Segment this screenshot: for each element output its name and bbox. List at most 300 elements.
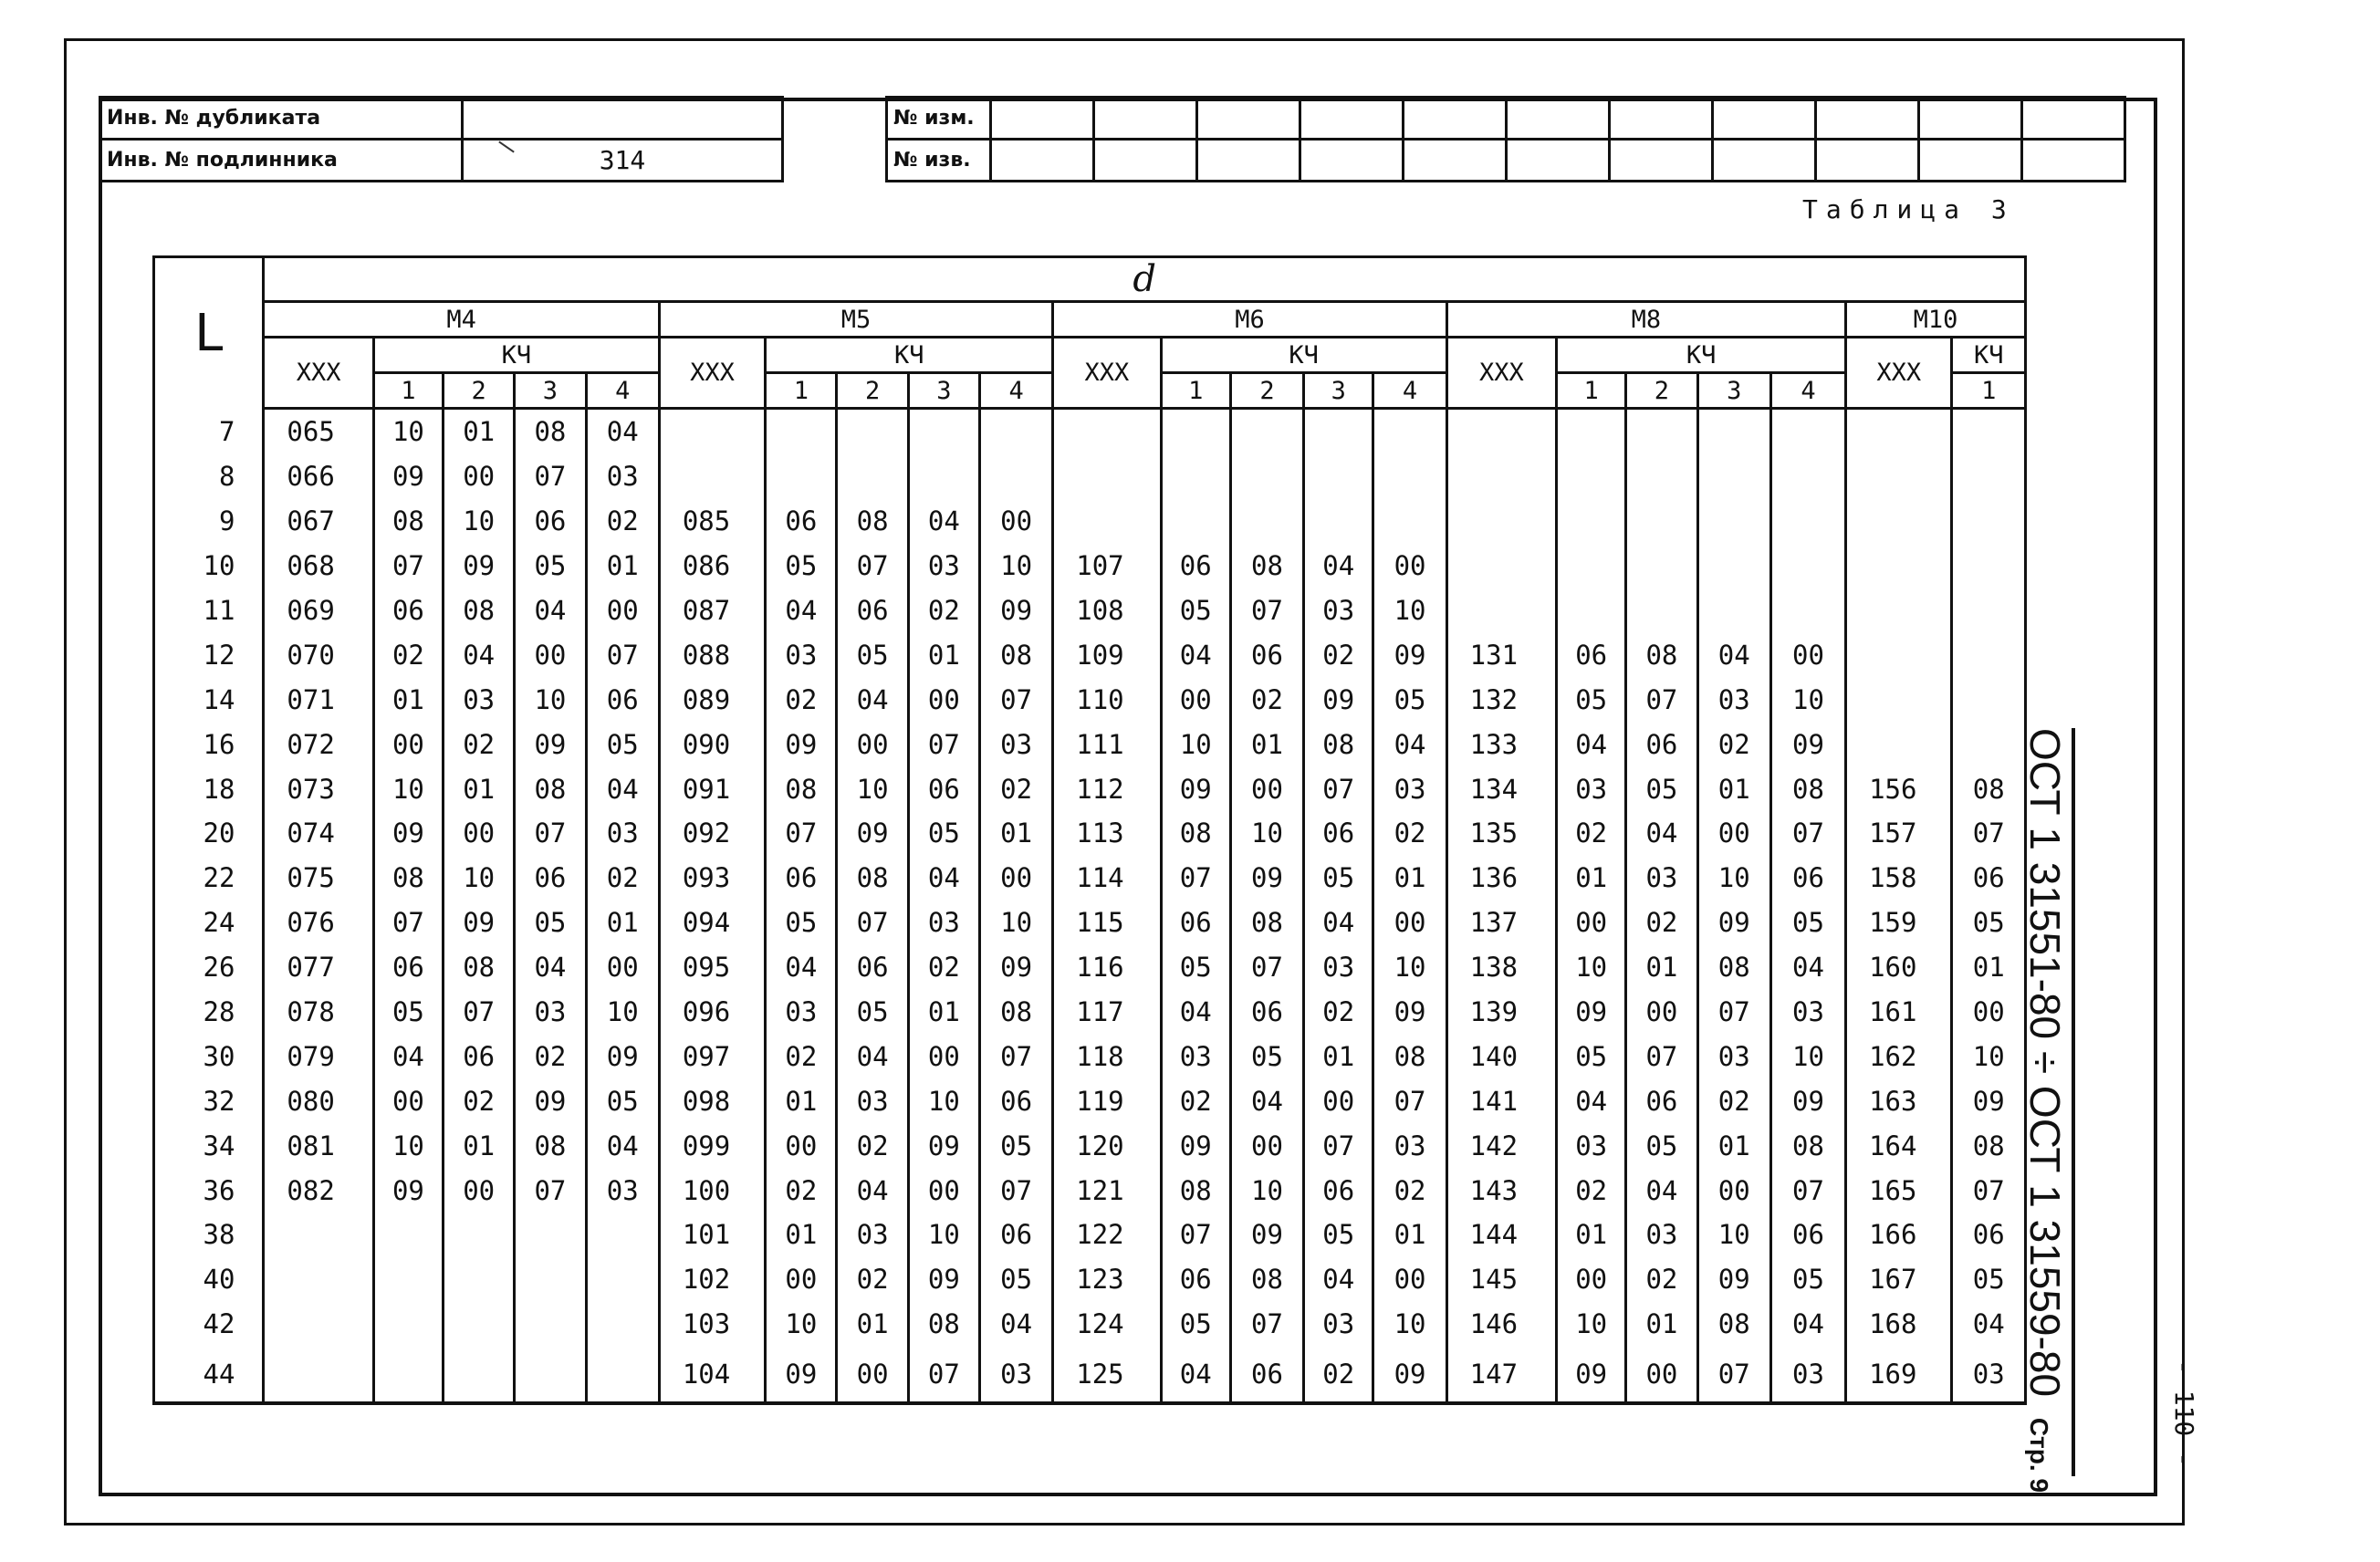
m8-kch-cell: 04 [1557, 1078, 1626, 1123]
m8-kch-cell: 06 [1626, 1078, 1697, 1123]
m6-kch-cell: 05 [1161, 588, 1230, 633]
m5-xxx-cell: 094 [659, 901, 765, 945]
kch-col-number: 3 [1697, 373, 1770, 409]
m6-kch-cell: 00 [1230, 766, 1303, 811]
m4-kch-cell: 04 [586, 409, 659, 454]
m8-kch-cell: 02 [1557, 811, 1626, 856]
m5-xxx-cell: 101 [659, 1213, 765, 1257]
m4-kch-cell: 08 [373, 499, 443, 544]
m8-kch-cell: 08 [1697, 945, 1770, 990]
m4-kch-cell [373, 1257, 443, 1302]
kch-header: КЧ [373, 338, 659, 373]
table-row [154, 677, 2026, 722]
m5-kch-cell: 02 [837, 1123, 908, 1168]
m5-kch-cell: 08 [837, 856, 908, 901]
m4-kch-cell: 07 [444, 990, 515, 1035]
m10-kch-cell: 06 [1952, 856, 2026, 901]
table-row [154, 454, 2026, 499]
m6-kch-cell [1373, 409, 1446, 454]
m4-xxx-cell: 071 [264, 677, 373, 722]
m4-xxx-cell: 074 [264, 811, 373, 856]
m5-kch-cell: 00 [837, 1347, 908, 1403]
m10-kch-cell [1952, 409, 2026, 454]
kch-col-number: 1 [1952, 373, 2026, 409]
m8-kch-cell [1697, 454, 1770, 499]
m4-kch-cell: 10 [444, 499, 515, 544]
m5-kch-cell: 05 [766, 901, 837, 945]
m8-xxx-cell: 137 [1446, 901, 1556, 945]
m4-xxx-cell: 069 [264, 588, 373, 633]
m8-kch-cell: 03 [1557, 766, 1626, 811]
m8-xxx-cell: 141 [1446, 1078, 1556, 1123]
m8-kch-cell: 10 [1557, 1302, 1626, 1347]
m6-kch-cell: 08 [1161, 811, 1230, 856]
m6-kch-cell: 06 [1161, 901, 1230, 945]
m6-kch-cell: 08 [1161, 1168, 1230, 1213]
kch-col-number: 2 [837, 373, 908, 409]
m8-kch-cell: 06 [1770, 1213, 1845, 1257]
m8-kch-cell: 05 [1626, 1123, 1697, 1168]
kch-col-number: 1 [373, 373, 443, 409]
m5-xxx-cell: 091 [659, 766, 765, 811]
m5-kch-cell: 07 [979, 677, 1052, 722]
m8-kch-cell: 00 [1557, 901, 1626, 945]
m4-xxx-cell: 078 [264, 990, 373, 1035]
d-group-header: d [264, 257, 2026, 302]
notice-no-label: № изв. [887, 140, 991, 182]
m6-kch-cell: 05 [1161, 945, 1230, 990]
m6-kch-cell [1304, 454, 1373, 499]
m5-kch-cell: 02 [766, 677, 837, 722]
m8-kch-cell: 00 [1697, 811, 1770, 856]
m4-kch-cell: 08 [515, 409, 586, 454]
m6-kch-cell: 05 [1373, 677, 1446, 722]
m5-kch-cell: 10 [908, 1078, 979, 1123]
m6-kch-cell [1230, 409, 1303, 454]
m6-kch-cell: 07 [1161, 1213, 1230, 1257]
m6-kch-cell: 09 [1373, 990, 1446, 1035]
length-cell: 26 [154, 945, 264, 990]
inventory-stamp [99, 96, 784, 182]
m4-kch-cell: 00 [444, 1168, 515, 1213]
m5-kch-cell: 05 [837, 990, 908, 1035]
m8-kch-cell [1697, 409, 1770, 454]
m6-kch-cell: 08 [1304, 722, 1373, 766]
m5-kch-cell [908, 409, 979, 454]
kch-col-number: 3 [515, 373, 586, 409]
m4-kch-cell: 03 [586, 454, 659, 499]
m6-kch-cell: 10 [1161, 722, 1230, 766]
m4-kch-cell: 07 [515, 811, 586, 856]
m8-kch-cell: 08 [1770, 1123, 1845, 1168]
m4-kch-cell: 09 [373, 1168, 443, 1213]
m10-kch-cell [1952, 677, 2026, 722]
m6-kch-cell: 09 [1161, 1123, 1230, 1168]
m5-kch-cell: 08 [979, 632, 1052, 677]
table-row [154, 945, 2026, 990]
m6-xxx-cell: 113 [1053, 811, 1161, 856]
m10-xxx-cell [1846, 632, 1952, 677]
m5-kch-cell: 10 [766, 1302, 837, 1347]
m6-kch-cell: 09 [1230, 856, 1303, 901]
m4-xxx-cell: 081 [264, 1123, 373, 1168]
m10-kch-cell: 05 [1952, 1257, 2026, 1302]
m10-kch-cell: 09 [1952, 1078, 2026, 1123]
m5-kch-cell: 01 [979, 811, 1052, 856]
m8-kch-cell: 01 [1557, 856, 1626, 901]
m4-kch-cell: 09 [586, 1034, 659, 1078]
m4-kch-cell: 04 [444, 632, 515, 677]
m4-kch-cell: 09 [373, 454, 443, 499]
length-cell: 14 [154, 677, 264, 722]
m4-kch-cell [373, 1302, 443, 1347]
m5-kch-cell: 08 [766, 766, 837, 811]
m4-kch-cell: 00 [373, 722, 443, 766]
m10-xxx-cell: 166 [1846, 1213, 1952, 1257]
m4-kch-cell: 02 [373, 632, 443, 677]
length-cell: 9 [154, 499, 264, 544]
m4-kch-cell [586, 1257, 659, 1302]
m6-kch-cell: 06 [1230, 990, 1303, 1035]
m6-xxx-cell: 116 [1053, 945, 1161, 990]
m6-kch-cell: 04 [1373, 722, 1446, 766]
m6-kch-cell [1230, 499, 1303, 544]
m5-kch-cell: 00 [979, 499, 1052, 544]
m10-kch-cell: 03 [1952, 1347, 2026, 1403]
kch-col-number: 4 [586, 373, 659, 409]
m8-kch-cell: 00 [1557, 1257, 1626, 1302]
m10-xxx-cell: 168 [1846, 1302, 1952, 1347]
m10-kch-cell [1952, 454, 2026, 499]
table-row [154, 1078, 2026, 1123]
inv-original-value: 314 [463, 140, 783, 182]
m8-kch-cell: 05 [1557, 1034, 1626, 1078]
m10-xxx-cell: 169 [1846, 1347, 1952, 1403]
m6-kch-cell: 04 [1161, 990, 1230, 1035]
table-row [154, 1123, 2026, 1168]
m8-kch-cell: 04 [1626, 1168, 1697, 1213]
table-row [154, 632, 2026, 677]
m6-xxx-cell: 123 [1053, 1257, 1161, 1302]
m6-xxx-cell: 110 [1053, 677, 1161, 722]
xxx-header: XXX [1846, 338, 1952, 409]
m10-xxx-cell: 157 [1846, 811, 1952, 856]
m5-kch-cell: 06 [837, 945, 908, 990]
xxx-header: XXX [1053, 338, 1161, 409]
m4-kch-cell: 03 [515, 990, 586, 1035]
m5-kch-cell: 00 [837, 722, 908, 766]
m6-kch-cell: 07 [1230, 945, 1303, 990]
m5-kch-cell: 04 [837, 677, 908, 722]
m6-kch-cell: 07 [1304, 766, 1373, 811]
table-row [154, 1302, 2026, 1347]
m5-xxx-cell: 087 [659, 588, 765, 633]
m10-kch-cell: 08 [1952, 1123, 2026, 1168]
table-title: Таблица 3 [1802, 194, 2015, 224]
m6-kch-cell: 05 [1161, 1302, 1230, 1347]
m6-kch-cell: 02 [1304, 990, 1373, 1035]
m5-kch-cell: 06 [766, 856, 837, 901]
length-cell: 22 [154, 856, 264, 901]
m4-kch-cell: 00 [586, 945, 659, 990]
m4-kch-cell [444, 1347, 515, 1403]
table-row [154, 1168, 2026, 1213]
length-cell: 24 [154, 901, 264, 945]
m4-kch-cell [586, 1347, 659, 1403]
m4-kch-cell: 06 [444, 1034, 515, 1078]
size-header-m4: M4 [264, 302, 659, 338]
m5-kch-cell: 09 [979, 588, 1052, 633]
m8-xxx-cell [1446, 544, 1556, 588]
m4-xxx-cell [264, 1257, 373, 1302]
m5-xxx-cell: 092 [659, 811, 765, 856]
kch-col-number: 1 [1161, 373, 1230, 409]
m5-kch-cell: 10 [979, 544, 1052, 588]
m4-kch-cell: 06 [515, 856, 586, 901]
m4-kch-cell: 10 [373, 409, 443, 454]
m5-kch-cell: 04 [908, 856, 979, 901]
m6-kch-cell [1230, 454, 1303, 499]
data-table [152, 255, 2027, 1405]
m8-kch-cell: 01 [1697, 1123, 1770, 1168]
m6-kch-cell: 06 [1161, 1257, 1230, 1302]
m8-kch-cell: 09 [1557, 990, 1626, 1035]
m6-kch-cell: 08 [1230, 544, 1303, 588]
m10-xxx-cell [1846, 677, 1952, 722]
m6-xxx-cell: 114 [1053, 856, 1161, 901]
m8-xxx-cell: 144 [1446, 1213, 1556, 1257]
table-row [154, 901, 2026, 945]
m4-xxx-cell: 076 [264, 901, 373, 945]
m6-kch-cell: 06 [1304, 1168, 1373, 1213]
m4-xxx-cell: 065 [264, 409, 373, 454]
m5-kch-cell: 08 [979, 990, 1052, 1035]
m8-kch-cell: 06 [1626, 722, 1697, 766]
m6-kch-cell: 07 [1373, 1078, 1446, 1123]
table-row [154, 544, 2026, 588]
length-cell: 16 [154, 722, 264, 766]
m6-xxx-cell: 122 [1053, 1213, 1161, 1257]
m6-kch-cell: 00 [1373, 544, 1446, 588]
m8-kch-cell: 04 [1770, 945, 1845, 990]
length-cell: 11 [154, 588, 264, 633]
m4-kch-cell: 09 [515, 1078, 586, 1123]
m6-xxx-cell: 124 [1053, 1302, 1161, 1347]
m8-kch-cell: 09 [1770, 722, 1845, 766]
inv-duplicate-label: Инв. № дубликата [100, 98, 463, 140]
m6-kch-cell: 10 [1230, 811, 1303, 856]
m4-kch-cell: 02 [444, 722, 515, 766]
m6-kch-cell: 07 [1230, 1302, 1303, 1347]
table-row [154, 766, 2026, 811]
m8-kch-cell: 10 [1770, 1034, 1845, 1078]
m8-kch-cell [1770, 454, 1845, 499]
m8-kch-cell [1697, 544, 1770, 588]
m5-kch-cell: 05 [766, 544, 837, 588]
m5-kch-cell: 03 [766, 990, 837, 1035]
m5-kch-cell: 10 [837, 766, 908, 811]
m6-kch-cell [1304, 499, 1373, 544]
m6-kch-cell: 01 [1230, 722, 1303, 766]
m5-kch-cell [766, 454, 837, 499]
m10-kch-cell: 00 [1952, 990, 2026, 1035]
m6-kch-cell: 04 [1161, 632, 1230, 677]
m4-kch-cell: 03 [444, 677, 515, 722]
m5-kch-cell: 04 [837, 1168, 908, 1213]
m5-kch-cell: 00 [908, 1034, 979, 1078]
kch-col-number: 2 [1230, 373, 1303, 409]
size-header-m6: M6 [1053, 302, 1446, 338]
m4-kch-cell [515, 1213, 586, 1257]
m8-xxx-cell: 146 [1446, 1302, 1556, 1347]
table-row [154, 499, 2026, 544]
m8-kch-cell [1557, 544, 1626, 588]
m6-kch-cell: 06 [1161, 544, 1230, 588]
m6-kch-cell [1161, 409, 1230, 454]
kch-col-number: 1 [1557, 373, 1626, 409]
m10-xxx-cell: 161 [1846, 990, 1952, 1035]
m8-kch-cell: 09 [1770, 1078, 1845, 1123]
m10-xxx-cell [1846, 588, 1952, 633]
m4-kch-cell: 02 [586, 856, 659, 901]
m4-kch-cell [444, 1257, 515, 1302]
m6-kch-cell: 01 [1373, 1213, 1446, 1257]
m4-kch-cell: 01 [586, 544, 659, 588]
m4-kch-cell: 01 [444, 1123, 515, 1168]
m10-kch-cell: 08 [1952, 766, 2026, 811]
kch-col-number: 1 [766, 373, 837, 409]
m4-xxx-cell [264, 1347, 373, 1403]
m5-xxx-cell: 096 [659, 990, 765, 1035]
length-cell: 20 [154, 811, 264, 856]
m8-kch-cell: 03 [1697, 1034, 1770, 1078]
m8-kch-cell: 00 [1626, 1347, 1697, 1403]
m6-kch-cell: 00 [1373, 901, 1446, 945]
kch-col-number: 3 [908, 373, 979, 409]
m5-kch-cell: 08 [837, 499, 908, 544]
m6-kch-cell: 02 [1304, 1347, 1373, 1403]
m8-kch-cell: 09 [1697, 901, 1770, 945]
m5-kch-cell: 04 [908, 499, 979, 544]
m4-kch-cell: 07 [373, 901, 443, 945]
m5-kch-cell: 09 [979, 945, 1052, 990]
m8-kch-cell: 02 [1697, 722, 1770, 766]
m8-kch-cell: 08 [1770, 766, 1845, 811]
xxx-header: XXX [659, 338, 765, 409]
m4-kch-cell [444, 1213, 515, 1257]
m5-kch-cell: 03 [766, 632, 837, 677]
m8-kch-cell: 02 [1557, 1168, 1626, 1213]
m5-kch-cell: 02 [766, 1168, 837, 1213]
m8-kch-cell: 06 [1770, 856, 1845, 901]
length-cell: 12 [154, 632, 264, 677]
m5-kch-cell: 02 [837, 1257, 908, 1302]
length-cell: 32 [154, 1078, 264, 1123]
m4-kch-cell [515, 1302, 586, 1347]
m6-xxx-cell [1053, 499, 1161, 544]
m5-kch-cell [908, 454, 979, 499]
m6-xxx-cell: 118 [1053, 1034, 1161, 1078]
m4-kch-cell: 08 [444, 945, 515, 990]
m5-kch-cell: 09 [908, 1123, 979, 1168]
m4-kch-cell: 07 [515, 454, 586, 499]
m4-kch-cell: 10 [586, 990, 659, 1035]
m8-xxx-cell: 145 [1446, 1257, 1556, 1302]
m6-kch-cell: 02 [1161, 1078, 1230, 1123]
kch-header: КЧ [1557, 338, 1846, 373]
m6-kch-cell: 08 [1373, 1034, 1446, 1078]
m5-xxx-cell: 098 [659, 1078, 765, 1123]
m5-kch-cell: 03 [979, 1347, 1052, 1403]
m4-xxx-cell: 080 [264, 1078, 373, 1123]
m4-kch-cell: 04 [373, 1034, 443, 1078]
m6-kch-cell: 03 [1161, 1034, 1230, 1078]
m6-kch-cell: 08 [1230, 1257, 1303, 1302]
kch-col-number: 4 [1770, 373, 1845, 409]
length-cell: 18 [154, 766, 264, 811]
m5-kch-cell: 01 [766, 1078, 837, 1123]
m4-kch-cell: 07 [373, 544, 443, 588]
m5-xxx-cell: 086 [659, 544, 765, 588]
m8-kch-cell: 03 [1626, 1213, 1697, 1257]
m6-kch-cell: 05 [1304, 856, 1373, 901]
m10-kch-cell: 07 [1952, 811, 2026, 856]
m8-kch-cell [1626, 454, 1697, 499]
m8-kch-cell: 03 [1557, 1123, 1626, 1168]
m6-kch-cell: 03 [1304, 588, 1373, 633]
m5-kch-cell [979, 409, 1052, 454]
m6-kch-cell: 05 [1304, 1213, 1373, 1257]
m5-kch-cell: 02 [766, 1034, 837, 1078]
m6-kch-cell: 06 [1230, 632, 1303, 677]
m6-kch-cell: 10 [1230, 1168, 1303, 1213]
m6-kch-cell: 04 [1230, 1078, 1303, 1123]
m4-kch-cell: 05 [515, 901, 586, 945]
m6-xxx-cell: 119 [1053, 1078, 1161, 1123]
m6-xxx-cell: 117 [1053, 990, 1161, 1035]
m4-kch-cell: 00 [515, 632, 586, 677]
m6-kch-cell [1161, 454, 1230, 499]
m5-xxx-cell: 097 [659, 1034, 765, 1078]
m6-kch-cell: 01 [1304, 1034, 1373, 1078]
m8-kch-cell [1697, 588, 1770, 633]
m8-kch-cell [1626, 499, 1697, 544]
m6-kch-cell: 07 [1304, 1123, 1373, 1168]
m5-xxx-cell [659, 454, 765, 499]
m8-kch-cell: 01 [1697, 766, 1770, 811]
m4-xxx-cell: 079 [264, 1034, 373, 1078]
m4-xxx-cell: 073 [264, 766, 373, 811]
m5-kch-cell: 01 [837, 1302, 908, 1347]
m8-kch-cell: 07 [1697, 1347, 1770, 1403]
length-cell: 38 [154, 1213, 264, 1257]
m10-xxx-cell [1846, 722, 1952, 766]
m8-kch-cell: 04 [1626, 811, 1697, 856]
m10-xxx-cell: 156 [1846, 766, 1952, 811]
m8-xxx-cell: 132 [1446, 677, 1556, 722]
m4-kch-cell: 01 [373, 677, 443, 722]
m5-kch-cell: 05 [979, 1257, 1052, 1302]
m4-kch-cell: 00 [586, 588, 659, 633]
m4-kch-cell: 02 [444, 1078, 515, 1123]
m4-kch-cell: 04 [586, 766, 659, 811]
m8-xxx-cell: 135 [1446, 811, 1556, 856]
m6-kch-cell: 00 [1304, 1078, 1373, 1123]
m4-xxx-cell: 082 [264, 1168, 373, 1213]
m6-kch-cell: 02 [1304, 632, 1373, 677]
m5-kch-cell: 03 [908, 544, 979, 588]
kch-col-number: 2 [1626, 373, 1697, 409]
